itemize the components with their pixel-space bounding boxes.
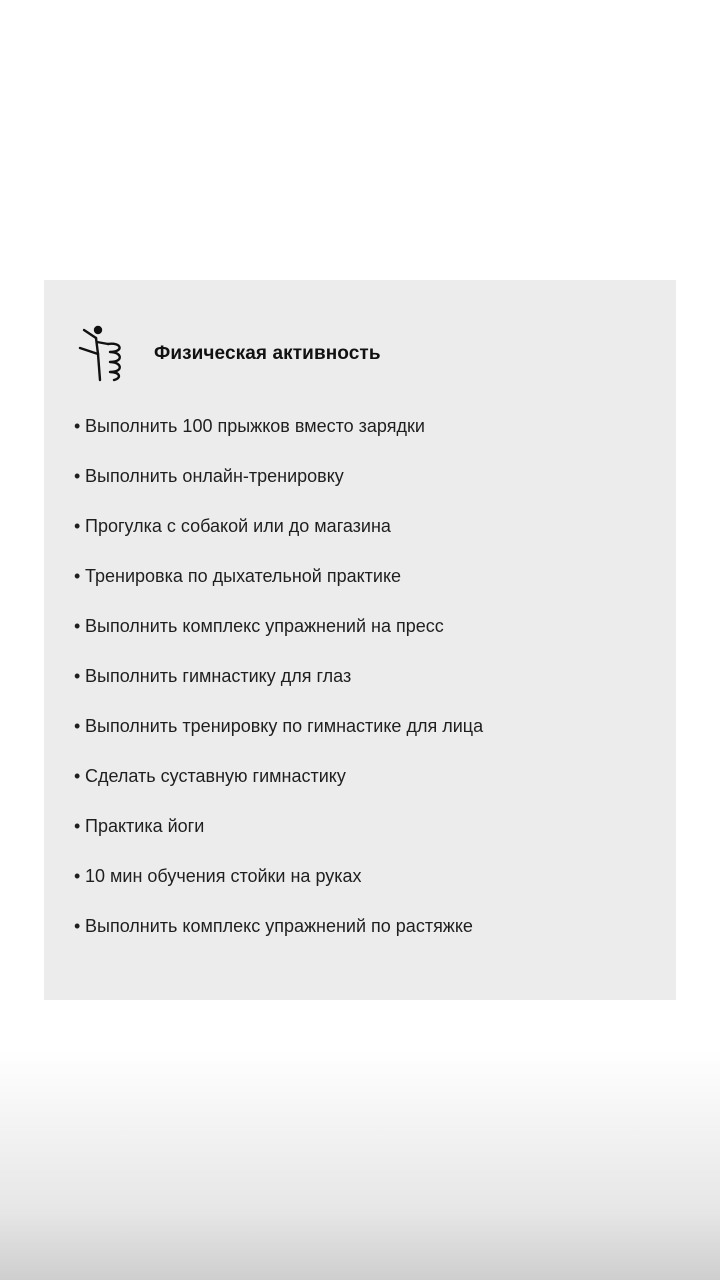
list-item	[74, 708, 483, 758]
list-item	[74, 658, 483, 708]
bullet: •	[74, 466, 81, 486]
list-item-label: Практика йоги	[85, 816, 205, 836]
list-item-label: Выполнить тренировку по гимнастике для лица	[85, 716, 484, 736]
card-title: Физическая активность	[154, 343, 381, 364]
activity-list	[74, 408, 483, 958]
list-item-label: Выполнить онлайн-тренировку	[85, 466, 344, 486]
bullet: •	[74, 566, 81, 586]
bottom-shade	[0, 1050, 720, 1280]
list-item	[74, 858, 483, 908]
list-item	[74, 508, 483, 558]
list-item-label: Выполнить гимнастику для глаз	[85, 666, 352, 686]
list-item-label: Выполнить комплекс упражнений на пресс	[85, 616, 444, 636]
bullet: •	[74, 516, 81, 536]
bullet: •	[74, 666, 81, 686]
list-item	[74, 558, 483, 608]
gymnast-ribbon-icon	[76, 324, 128, 384]
card-header	[76, 324, 381, 384]
bullet: •	[74, 816, 81, 836]
list-item	[74, 458, 483, 508]
bullet: •	[74, 716, 81, 736]
bullet: •	[74, 866, 81, 886]
bullet: •	[74, 766, 81, 786]
list-item-label: Сделать суставную гимнастику	[85, 766, 346, 786]
list-item	[74, 408, 483, 458]
list-item-label: Выполнить комплекс упражнений по растяжке	[85, 916, 473, 936]
bullet: •	[74, 616, 81, 636]
list-item-label: 10 мин обучения стойки на руках	[85, 866, 362, 886]
bullet: •	[74, 416, 81, 436]
bullet: •	[74, 916, 81, 936]
list-item	[74, 908, 483, 958]
activity-card	[44, 280, 676, 1000]
list-item-label: Выполнить 100 прыжков вместо зарядки	[85, 416, 425, 436]
list-item-label: Прогулка с собакой или до магазина	[85, 516, 391, 536]
list-item	[74, 608, 483, 658]
list-item	[74, 808, 483, 858]
list-item	[74, 758, 483, 808]
list-item-label: Тренировка по дыхательной практике	[85, 566, 402, 586]
